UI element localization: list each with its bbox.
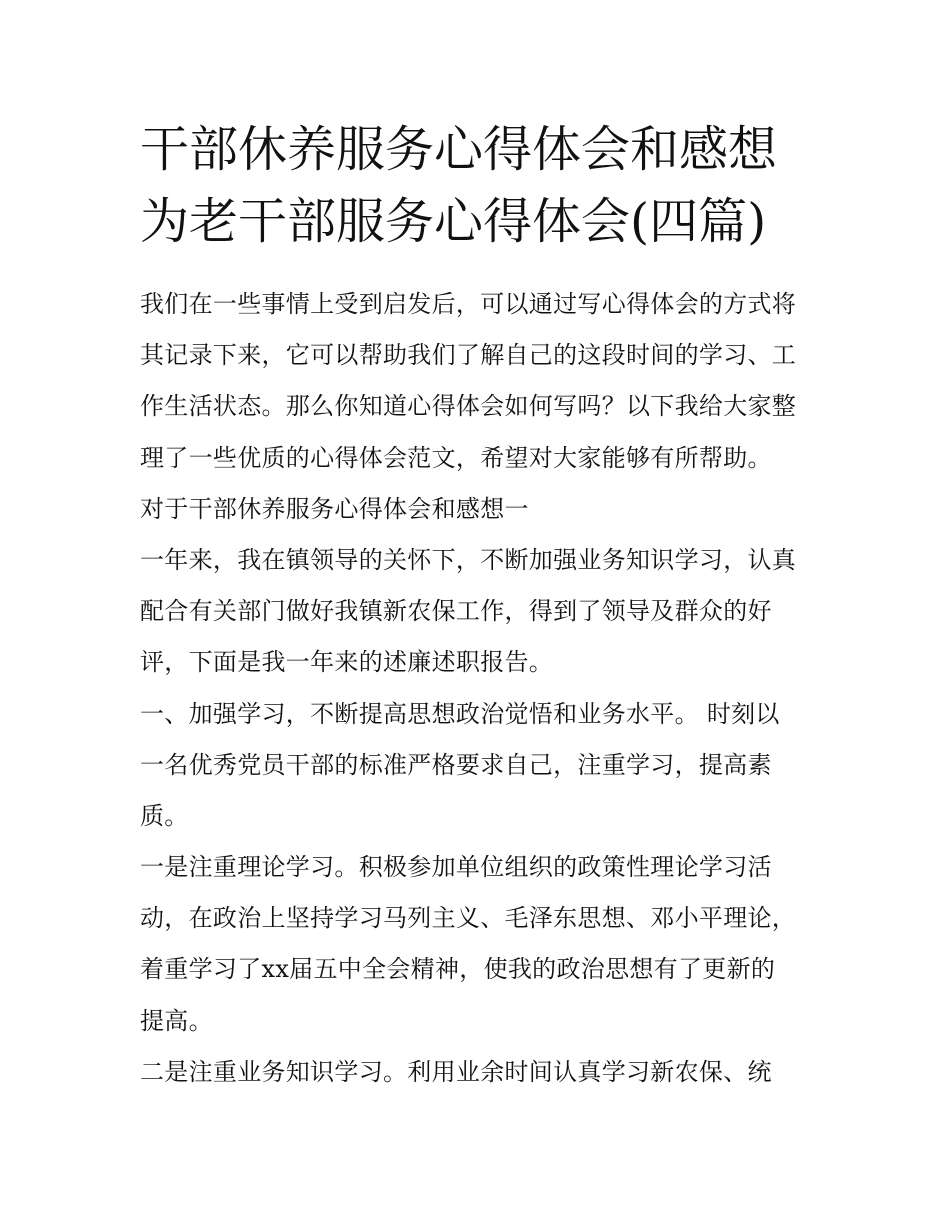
- title-line-1: 干部休养服务心得体会和感想: [140, 121, 778, 178]
- intro-line-3: 作生活状态。那么你知道心得体会如何写吗？以下我给大家整: [140, 392, 797, 421]
- intro-line-1: 我们在一些事情上受到启发后，可以通过写心得体会的方式将: [140, 290, 797, 318]
- paragraph-1-line-3: 评，下面是我一年来的述廉述职报告。: [140, 648, 554, 677]
- paragraph-4-line-1: 二是注重业务知识学习。利用业余时间认真学习新农保、统: [140, 1057, 772, 1086]
- title-line-2: 为老干部服务心得体会(四篇): [140, 193, 767, 250]
- intro-line-2: 其记录下来，它可以帮助我们了解自己的这段时间的学习、工: [140, 341, 797, 370]
- paragraph-2-line-3: 质。: [140, 801, 189, 830]
- paragraph-3-line-1: 一是注重理论学习。积极参加单位组织的政策性理论学习活: [140, 853, 772, 882]
- paragraph-1-line-1: 一年来，我在镇领导的关怀下，不断加强业务知识学习，认真: [140, 545, 797, 574]
- paragraph-2-line-2: 一名优秀党员干部的标准严格要求自己，注重学习，提高素: [140, 750, 772, 779]
- paragraph-1-line-2: 配合有关部门做好我镇新农保工作，得到了领导及群众的好: [140, 597, 772, 626]
- paragraph-3-line-3: 着重学习了xx届五中全会精神，使我的政治思想有了更新的: [140, 955, 776, 984]
- section-heading: 对于干部休养服务心得体会和感想一: [140, 494, 529, 523]
- paragraph-2-line-1: 一、加强学习，不断提高思想政治觉悟和业务水平。 时刻以: [140, 699, 780, 728]
- document-title: [140, 114, 840, 258]
- intro-line-4: 理了一些优质的心得体会范文，希望对大家能够有所帮助。: [140, 443, 772, 472]
- paragraph-3-line-4: 提高。: [140, 1006, 213, 1035]
- document-body: [140, 279, 830, 1098]
- paragraph-3-line-2: 动，在政治上坚持学习马列主义、毛泽东思想、邓小平理论，: [140, 904, 797, 933]
